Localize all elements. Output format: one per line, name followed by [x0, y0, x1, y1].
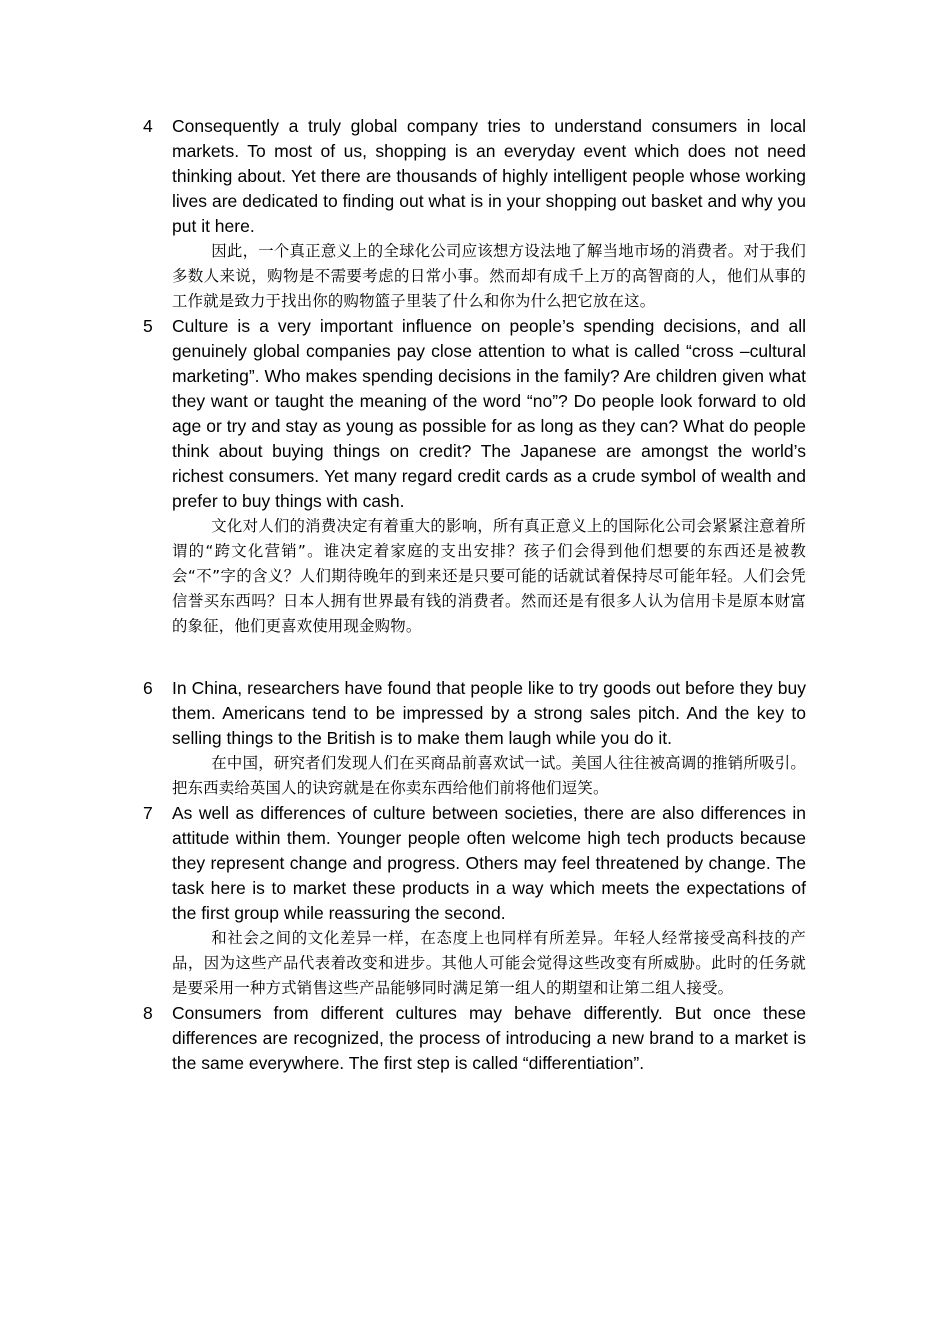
chinese-translation: 和社会之间的文化差异一样，在态度上也同样有所差异。年轻人经常接受高科技的产品，因为这些产品代表着改变和进步。其他人可能会觉得这些改变有所威胁。此时的任务就是要采用一种方式销售这些产品能够同时满足第一组人的期望和让第二组人接受。	[172, 929, 806, 997]
english-text: Consumers from different cultures may behave differently. But once these differences are recognized, the process of introducing a new brand to a market is the same everywhere. The first step is called “differentiation”.	[172, 1003, 806, 1073]
paragraph-8	[143, 1001, 806, 1076]
paragraph-6	[143, 676, 806, 801]
paragraph-number: 8	[143, 1003, 153, 1023]
chinese-translation: 因此，一个真正意义上的全球化公司应该想方设法地了解当地市场的消费者。对于我们多数人来说，购物是不需要考虑的日常小事。然而却有成千上万的高智商的人，他们从事的工作就是致力于找出你的购物篮子里装了什么和你为什么把它放在这。	[172, 242, 806, 310]
paragraph-number: 7	[143, 803, 153, 823]
paragraph-number: 6	[143, 678, 153, 698]
paragraph-4	[143, 114, 806, 314]
english-text: As well as differences of culture between societies, there are also differences in attitude within them. Younger people often welcome high tech products because they represent change and progress. Others may feel threatened by change. The task here is to market these products in a way which meets the expectations of the first group while reassuring the second.	[172, 803, 806, 923]
english-text: In China, researchers have found that people like to try goods out before they buy them. Americans tend to be impressed by a strong sales pitch. And the key to selling things to the British is to make them laugh while you do it.	[172, 678, 806, 748]
paragraph-number: 4	[143, 116, 153, 136]
paragraph-number: 5	[143, 316, 153, 336]
chinese-translation: 在中国，研究者们发现人们在买商品前喜欢试一试。美国人往往被高调的推销所吸引。把东西卖给英国人的诀窍就是在你卖东西给他们前将他们逗笑。	[172, 754, 806, 797]
english-text: Consequently a truly global company tries to understand consumers in local markets. To most of us, shopping is an everyday event which does not need thinking about. Yet there are thousands of highly intelligent people whose working lives are dedicated to finding out what is in your shopping out basket and why you put it here.	[172, 116, 806, 236]
english-text: Culture is a very important influence on people’s spending decisions, and all genuinely global companies pay close attention to what is called “cross –cultural marketing”. Who makes spending decisions in the family? Are children given what they want or taught the meaning of the word “no”? Do people look forward to old age or try and stay as young as possible for as long as they can? What do people think about buying things on credit? The Japanese are amongst the world’s richest consumers. Yet many regard credit cards as a crude symbol of wealth and prefer to buy things with cash.	[172, 316, 806, 511]
paragraph-7	[143, 801, 806, 1001]
chinese-translation: 文化对人们的消费决定有着重大的影响，所有真正意义上的国际化公司会紧紧注意着所谓的“跨文化营销”。谁决定着家庭的支出安排？孩子们会得到他们想要的东西还是被教会“不”字的含义？人们期待晚年的到来还是只要可能的话就试着保持尽可能年轻。人们会凭信誉买东西吗？日本人拥有世界最有钱的消费者。然而还是有很多人认为信用卡是原本财富的象征，他们更喜欢使用现金购物。	[172, 517, 806, 635]
paragraph-5	[143, 314, 806, 639]
